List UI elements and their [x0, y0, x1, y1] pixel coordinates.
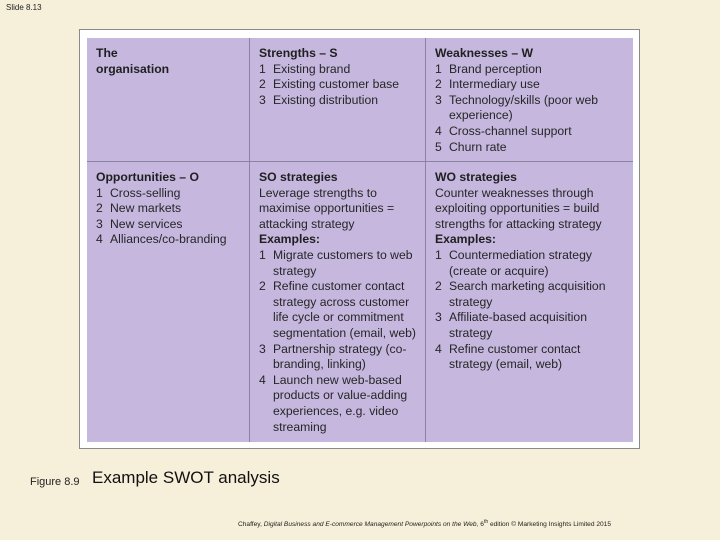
list-item: 1 Migrate customers to web strategy — [259, 247, 413, 278]
figure-title: Example SWOT analysis — [92, 468, 280, 487]
credit-author: Chaffey, — [238, 521, 264, 529]
list-item: 4 Refine customer contact strategy (email, web) — [435, 341, 581, 372]
credit-book: Digital Business and E-commerce Management Powerpoints on the Web, — [263, 521, 479, 529]
list-item: 4 Launch new web-based products or value-adding experiences, e.g. video streaming — [259, 372, 408, 434]
list-item: 3 Affiliate-based acquisition strategy — [435, 310, 587, 340]
list-item: 3 Partnership strategy (co-branding, linking) — [259, 341, 407, 372]
list-item: 1 Brand perception — [435, 61, 542, 76]
organisation-cell — [87, 38, 250, 162]
weaknesses-heading: Weaknesses – W — [435, 46, 534, 60]
list-item: 4 Alliances/co-branding — [96, 232, 227, 247]
opportunities-cell — [87, 162, 250, 442]
strengths-heading: Strengths – S — [259, 46, 338, 60]
list-item: 1 Cross-selling — [96, 185, 181, 200]
so-examples-label: Examples: — [259, 232, 320, 247]
so-strategies-cell — [250, 162, 426, 442]
list-item: 2 Existing customer base — [259, 77, 399, 92]
list-item: 2 Search marketing acquisition strategy — [435, 279, 606, 309]
list-item: 2 Refine customer contact strategy across customer life cycle or commitment segmentation (email, web) — [259, 279, 416, 340]
organisation-heading-line2: organisation — [96, 61, 170, 76]
list-item: 4 Cross-channel support — [435, 123, 572, 138]
swot-table-frame — [79, 29, 640, 449]
wo-strategies-intro: Counter weaknesses through exploiting opportunities = build strengths for attacking strategy — [435, 185, 602, 231]
so-strategies-heading: SO strategies — [259, 170, 338, 184]
list-item: 3 Technology/skills (poor web experience) — [435, 92, 599, 123]
strengths-cell — [250, 38, 426, 162]
wo-strategies-heading: WO strategies — [435, 170, 517, 184]
credit-edition-suffix: th — [483, 519, 489, 525]
wo-examples-label: Examples: — [435, 232, 496, 247]
list-item: 3 Existing distribution — [259, 92, 378, 107]
list-item: 5 Churn rate — [435, 139, 507, 154]
list-item: 1 Existing brand — [259, 61, 351, 76]
credit-edition: 6 — [478, 521, 484, 529]
so-strategies-intro: Leverage strengths to maximise opportunities = attacking strategy — [259, 185, 395, 231]
credit-line — [238, 519, 611, 528]
figure-number: Figure 8.9 — [30, 476, 80, 488]
list-item: 2 New markets — [96, 201, 182, 216]
list-item: 2 Intermediary use — [435, 77, 540, 92]
list-item: 1 Countermediation strategy (create or acquire) — [435, 247, 592, 278]
wo-strategies-cell — [426, 162, 633, 442]
weaknesses-cell — [426, 38, 633, 162]
swot-table — [87, 38, 633, 442]
list-item: 3 New services — [96, 216, 183, 231]
credit-rest: edition © Marketing Insights Limited 2015 — [488, 521, 611, 529]
slide-number: Slide 8.13 — [6, 3, 42, 12]
organisation-heading-line1: The — [96, 46, 118, 60]
opportunities-heading: Opportunities – O — [96, 170, 199, 184]
